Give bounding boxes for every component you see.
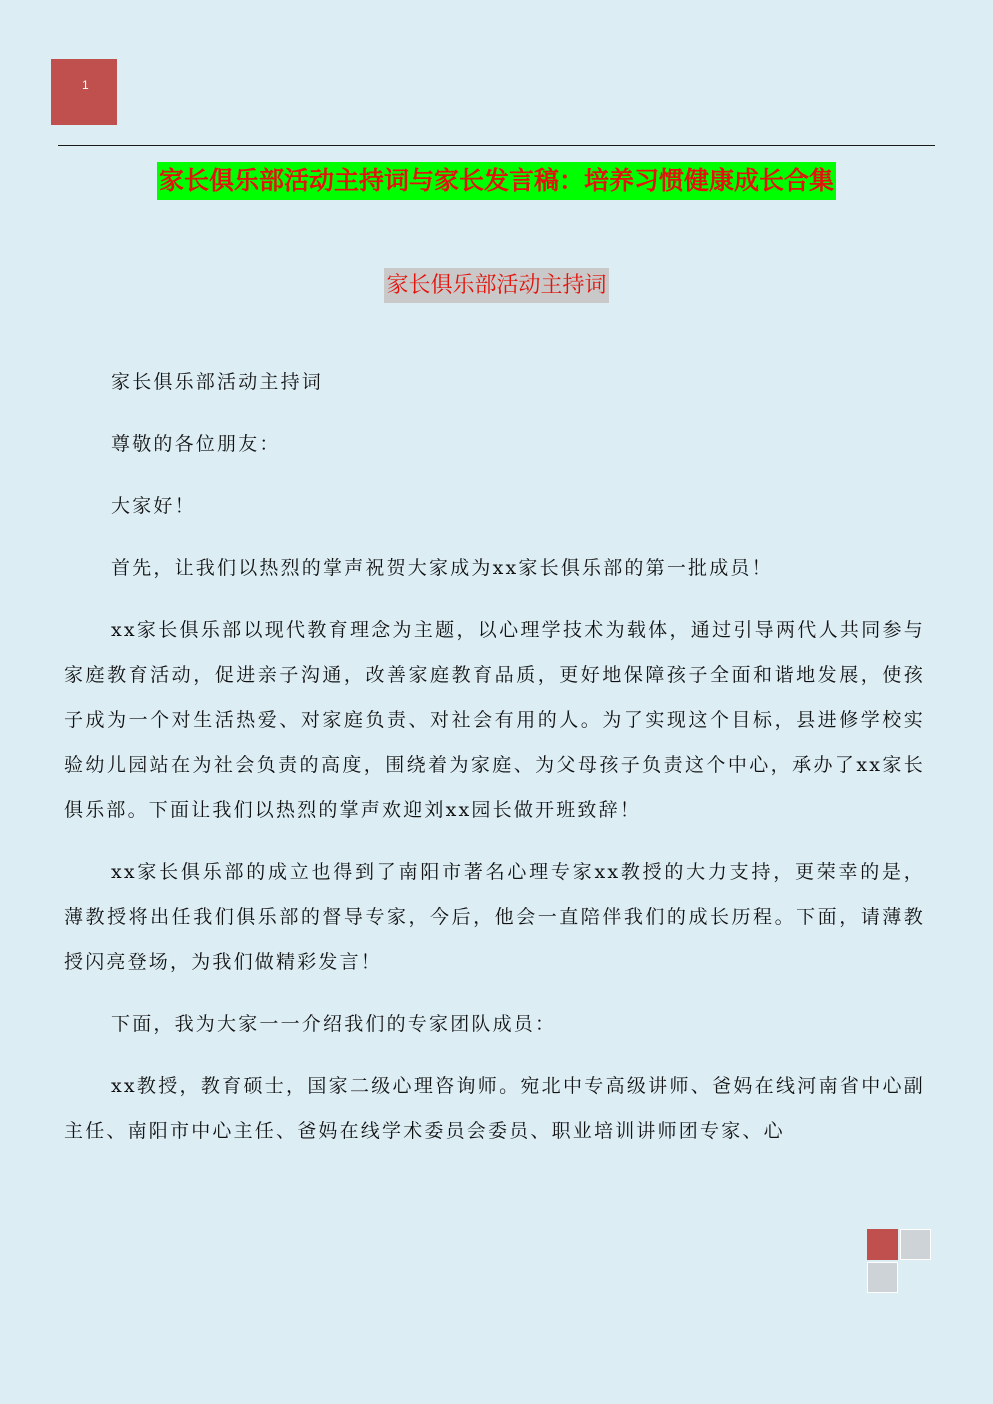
decor-square-grey <box>867 1262 898 1293</box>
paragraph: 尊敬的各位朋友： <box>111 433 281 455</box>
paragraph: xx教授，教育硕士，国家二级心理咨询师。宛北中专高级讲师、爸妈在线河南省中心副主任、南阳市中心主任、爸妈在线学术委员会委员、职业培训讲师团专家、心 <box>64 1075 925 1142</box>
section-heading-text: 家长俱乐部活动主持词 <box>384 268 608 303</box>
paragraph: 家长俱乐部活动主持词 <box>111 371 324 393</box>
decor-square-grey <box>900 1229 931 1260</box>
header-divider <box>58 145 935 146</box>
decor-square-red <box>867 1229 898 1260</box>
document-body <box>64 360 925 1171</box>
paragraph: xx家长俱乐部的成立也得到了南阳市著名心理专家xx教授的大力支持，更荣幸的是，薄教授将出任我们俱乐部的督导专家，今后，他会一直陪伴我们的成长历程。下面，请薄教授闪亮登场，为我们做精彩发言！ <box>64 861 925 973</box>
paragraph: 首先，让我们以热烈的掌声祝贺大家成为xx家长俱乐部的第一批成员！ <box>111 557 773 579</box>
paragraph: 下面，我为大家一一介绍我们的专家团队成员： <box>111 1013 557 1035</box>
section-heading <box>0 268 993 304</box>
document-title <box>0 162 993 203</box>
corner-decoration <box>866 1228 934 1294</box>
paragraph: xx家长俱乐部以现代教育理念为主题，以心理学技术为载体，通过引导两代人共同参与家庭教育活动，促进亲子沟通，改善家庭教育品质，更好地保障孩子全面和谐地发展，使孩子成为一个对生活热爱、对家庭负责、对社会有用的人。为了实现这个目标，县进修学校实验幼儿园站在为社会负责的高度，围绕着为家庭、为父母孩子负责这个中心，承办了xx家长俱乐部。下面让我们以热烈的掌声欢迎刘xx园长做开班致辞！ <box>64 619 925 821</box>
page-number-badge <box>51 59 117 125</box>
paragraph: 大家好！ <box>111 495 196 517</box>
document-title-text: 家长俱乐部活动主持词与家长发言稿：培养习惯健康成长合集 <box>157 162 836 200</box>
page-number: 1 <box>82 78 89 92</box>
